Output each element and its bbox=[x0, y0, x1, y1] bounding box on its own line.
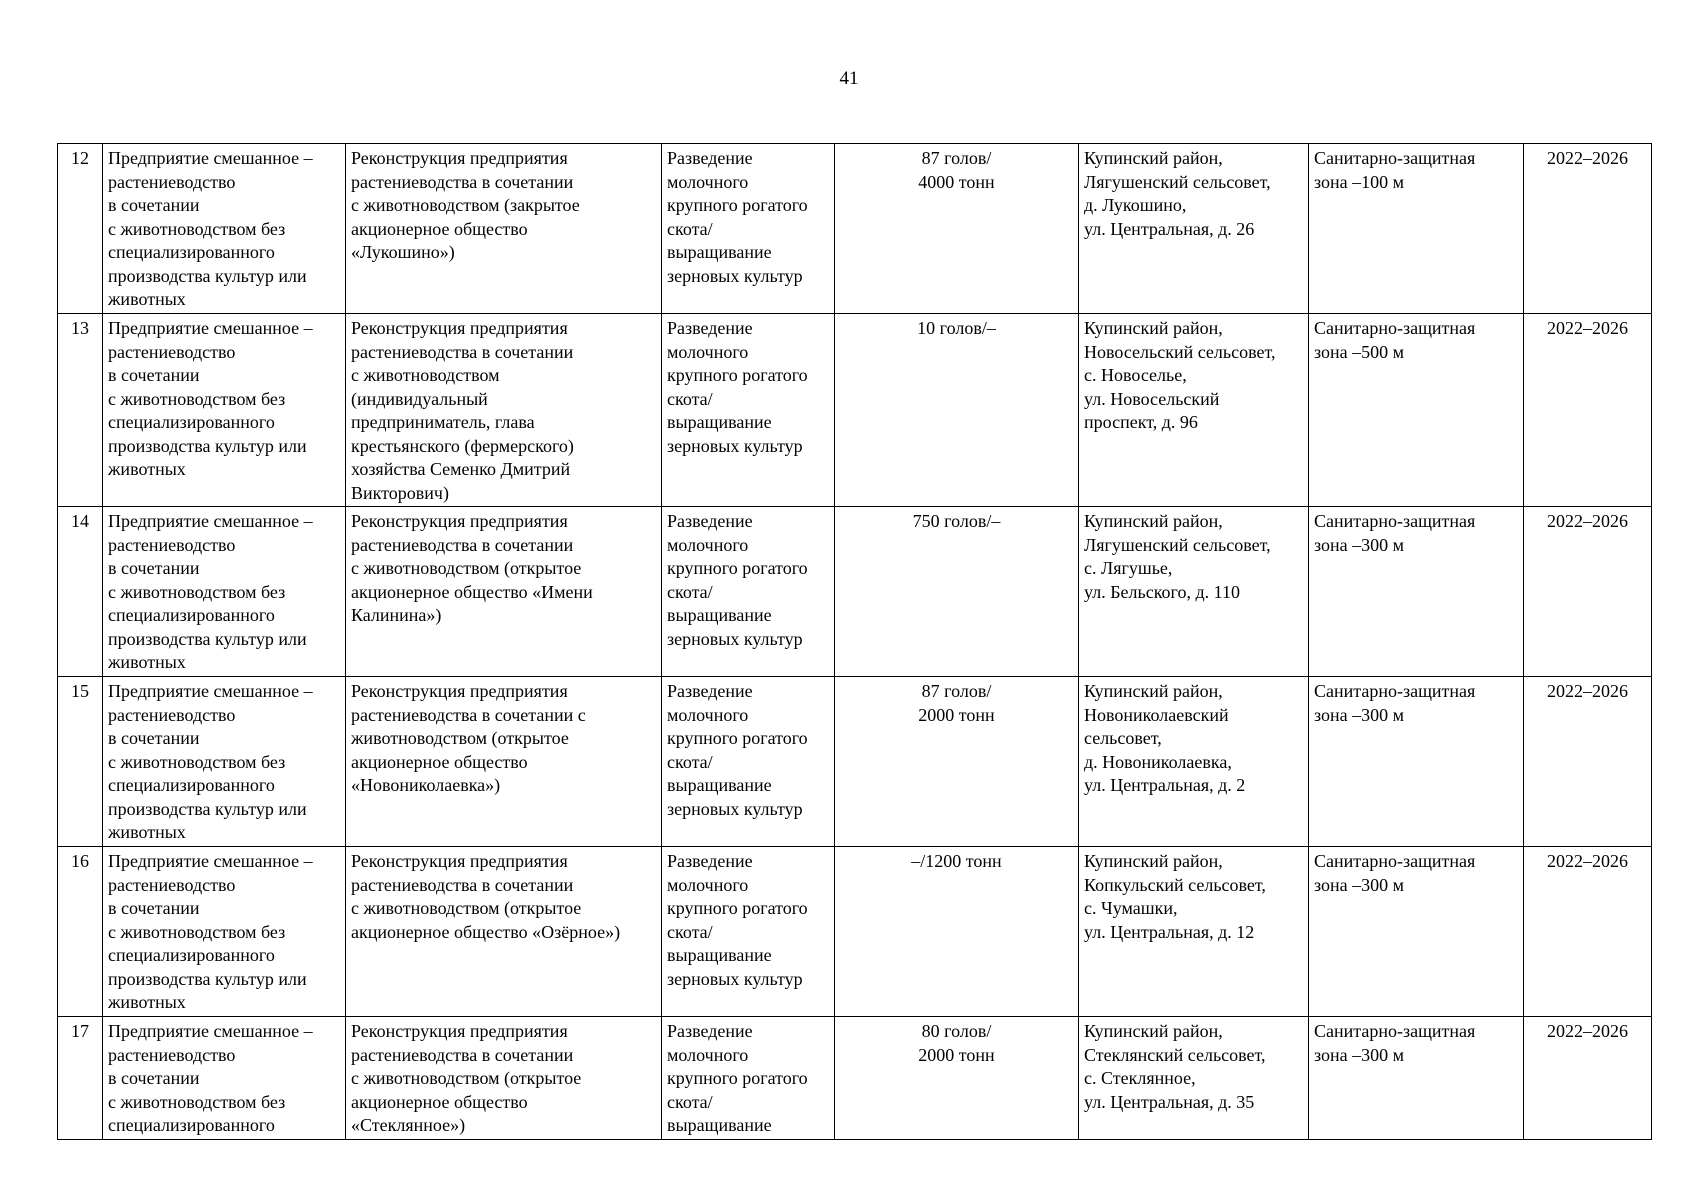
period-cell: 2022–2026 bbox=[1524, 1017, 1652, 1140]
activity-cell: Разведение молочного крупного рогатого скота/ выращивание зерновых культур bbox=[662, 507, 835, 677]
protection-zone-cell: Санитарно-защитная зона –300 м bbox=[1309, 507, 1524, 677]
facility-type-cell: Предприятие смешанное – растениеводство в сочетании с животноводством без специализированного производства культур или животных bbox=[103, 314, 346, 507]
facility-type-cell: Предприятие смешанное – растениеводство в сочетании с животноводством без специализированного производства культур или животных bbox=[103, 144, 346, 314]
location-cell: Купинский район, Копкульский сельсовет, с. Чумашки, ул. Центральная, д. 12 bbox=[1079, 847, 1309, 1017]
protection-zone-cell: Санитарно-защитная зона –100 м bbox=[1309, 144, 1524, 314]
row-number-cell: 17 bbox=[58, 1017, 103, 1140]
facility-type-cell: Предприятие смешанное – растениеводство в сочетании с животноводством без специализированного производства культур или животных bbox=[103, 507, 346, 677]
capacity-cell: 87 голов/ 4000 тонн bbox=[835, 144, 1079, 314]
project-cell: Реконструкция предприятия растениеводства в сочетании с животноводством (открытое акционерное общество «Стеклянное») bbox=[346, 1017, 662, 1140]
capacity-cell: –/1200 тонн bbox=[835, 847, 1079, 1017]
facilities-table bbox=[57, 143, 1652, 1140]
project-cell: Реконструкция предприятия растениеводства в сочетании с животноводством (закрытое акционерное общество «Лукошино») bbox=[346, 144, 662, 314]
table-row bbox=[58, 314, 1652, 507]
table-row bbox=[58, 847, 1652, 1017]
activity-cell: Разведение молочного крупного рогатого скота/ выращивание зерновых культур bbox=[662, 314, 835, 507]
period-cell: 2022–2026 bbox=[1524, 314, 1652, 507]
page-number: 41 bbox=[839, 68, 859, 89]
table-row bbox=[58, 677, 1652, 847]
project-cell: Реконструкция предприятия растениеводства в сочетании с животноводством (открытое акционерное общество «Озёрное») bbox=[346, 847, 662, 1017]
location-cell: Купинский район, Стеклянский сельсовет, с. Стеклянное, ул. Центральная, д. 35 bbox=[1079, 1017, 1309, 1140]
table-row bbox=[58, 144, 1652, 314]
row-number-cell: 13 bbox=[58, 314, 103, 507]
project-cell: Реконструкция предприятия растениеводства в сочетании с животноводством (открытое акционерное общество «Новониколаевка») bbox=[346, 677, 662, 847]
location-cell: Купинский район, Лягушенский сельсовет, с. Лягушье, ул. Бельского, д. 110 bbox=[1079, 507, 1309, 677]
period-cell: 2022–2026 bbox=[1524, 144, 1652, 314]
period-cell: 2022–2026 bbox=[1524, 677, 1652, 847]
period-cell: 2022–2026 bbox=[1524, 847, 1652, 1017]
table-row bbox=[58, 507, 1652, 677]
capacity-cell: 750 голов/– bbox=[835, 507, 1079, 677]
project-cell: Реконструкция предприятия растениеводства в сочетании с животноводством (открытое акционерное общество «Имени Калинина») bbox=[346, 507, 662, 677]
facility-type-cell: Предприятие смешанное – растениеводство в сочетании с животноводством без специализированного bbox=[103, 1017, 346, 1140]
activity-cell: Разведение молочного крупного рогатого скота/ выращивание зерновых культур bbox=[662, 847, 835, 1017]
protection-zone-cell: Санитарно-защитная зона –300 м bbox=[1309, 1017, 1524, 1140]
location-cell: Купинский район, Новосельский сельсовет, с. Новоселье, ул. Новосельский проспект, д. 96 bbox=[1079, 314, 1309, 507]
facility-type-cell: Предприятие смешанное – растениеводство в сочетании с животноводством без специализированного производства культур или животных bbox=[103, 677, 346, 847]
activity-cell: Разведение молочного крупного рогатого скота/ выращивание зерновых культур bbox=[662, 144, 835, 314]
row-number-cell: 14 bbox=[58, 507, 103, 677]
row-number-cell: 12 bbox=[58, 144, 103, 314]
location-cell: Купинский район, Новониколаевский сельсовет, д. Новониколаевка, ул. Центральная, д. 2 bbox=[1079, 677, 1309, 847]
protection-zone-cell: Санитарно-защитная зона –300 м bbox=[1309, 677, 1524, 847]
protection-zone-cell: Санитарно-защитная зона –500 м bbox=[1309, 314, 1524, 507]
capacity-cell: 87 голов/ 2000 тонн bbox=[835, 677, 1079, 847]
protection-zone-cell: Санитарно-защитная зона –300 м bbox=[1309, 847, 1524, 1017]
capacity-cell: 80 голов/ 2000 тонн bbox=[835, 1017, 1079, 1140]
capacity-cell: 10 голов/– bbox=[835, 314, 1079, 507]
row-number-cell: 16 bbox=[58, 847, 103, 1017]
table-row bbox=[58, 1017, 1652, 1140]
activity-cell: Разведение молочного крупного рогатого скота/ выращивание зерновых культур bbox=[662, 677, 835, 847]
project-cell: Реконструкция предприятия растениеводства в сочетании с животноводством (индивидуальный предприниматель, глава крестьянского (фермерского) хозяйства Семенко Дмитрий Викторович) bbox=[346, 314, 662, 507]
facility-type-cell: Предприятие смешанное – растениеводство в сочетании с животноводством без специализированного производства культур или животных bbox=[103, 847, 346, 1017]
location-cell: Купинский район, Лягушенский сельсовет, д. Лукошино, ул. Центральная, д. 26 bbox=[1079, 144, 1309, 314]
row-number-cell: 15 bbox=[58, 677, 103, 847]
activity-cell: Разведение молочного крупного рогатого скота/ выращивание bbox=[662, 1017, 835, 1140]
period-cell: 2022–2026 bbox=[1524, 507, 1652, 677]
